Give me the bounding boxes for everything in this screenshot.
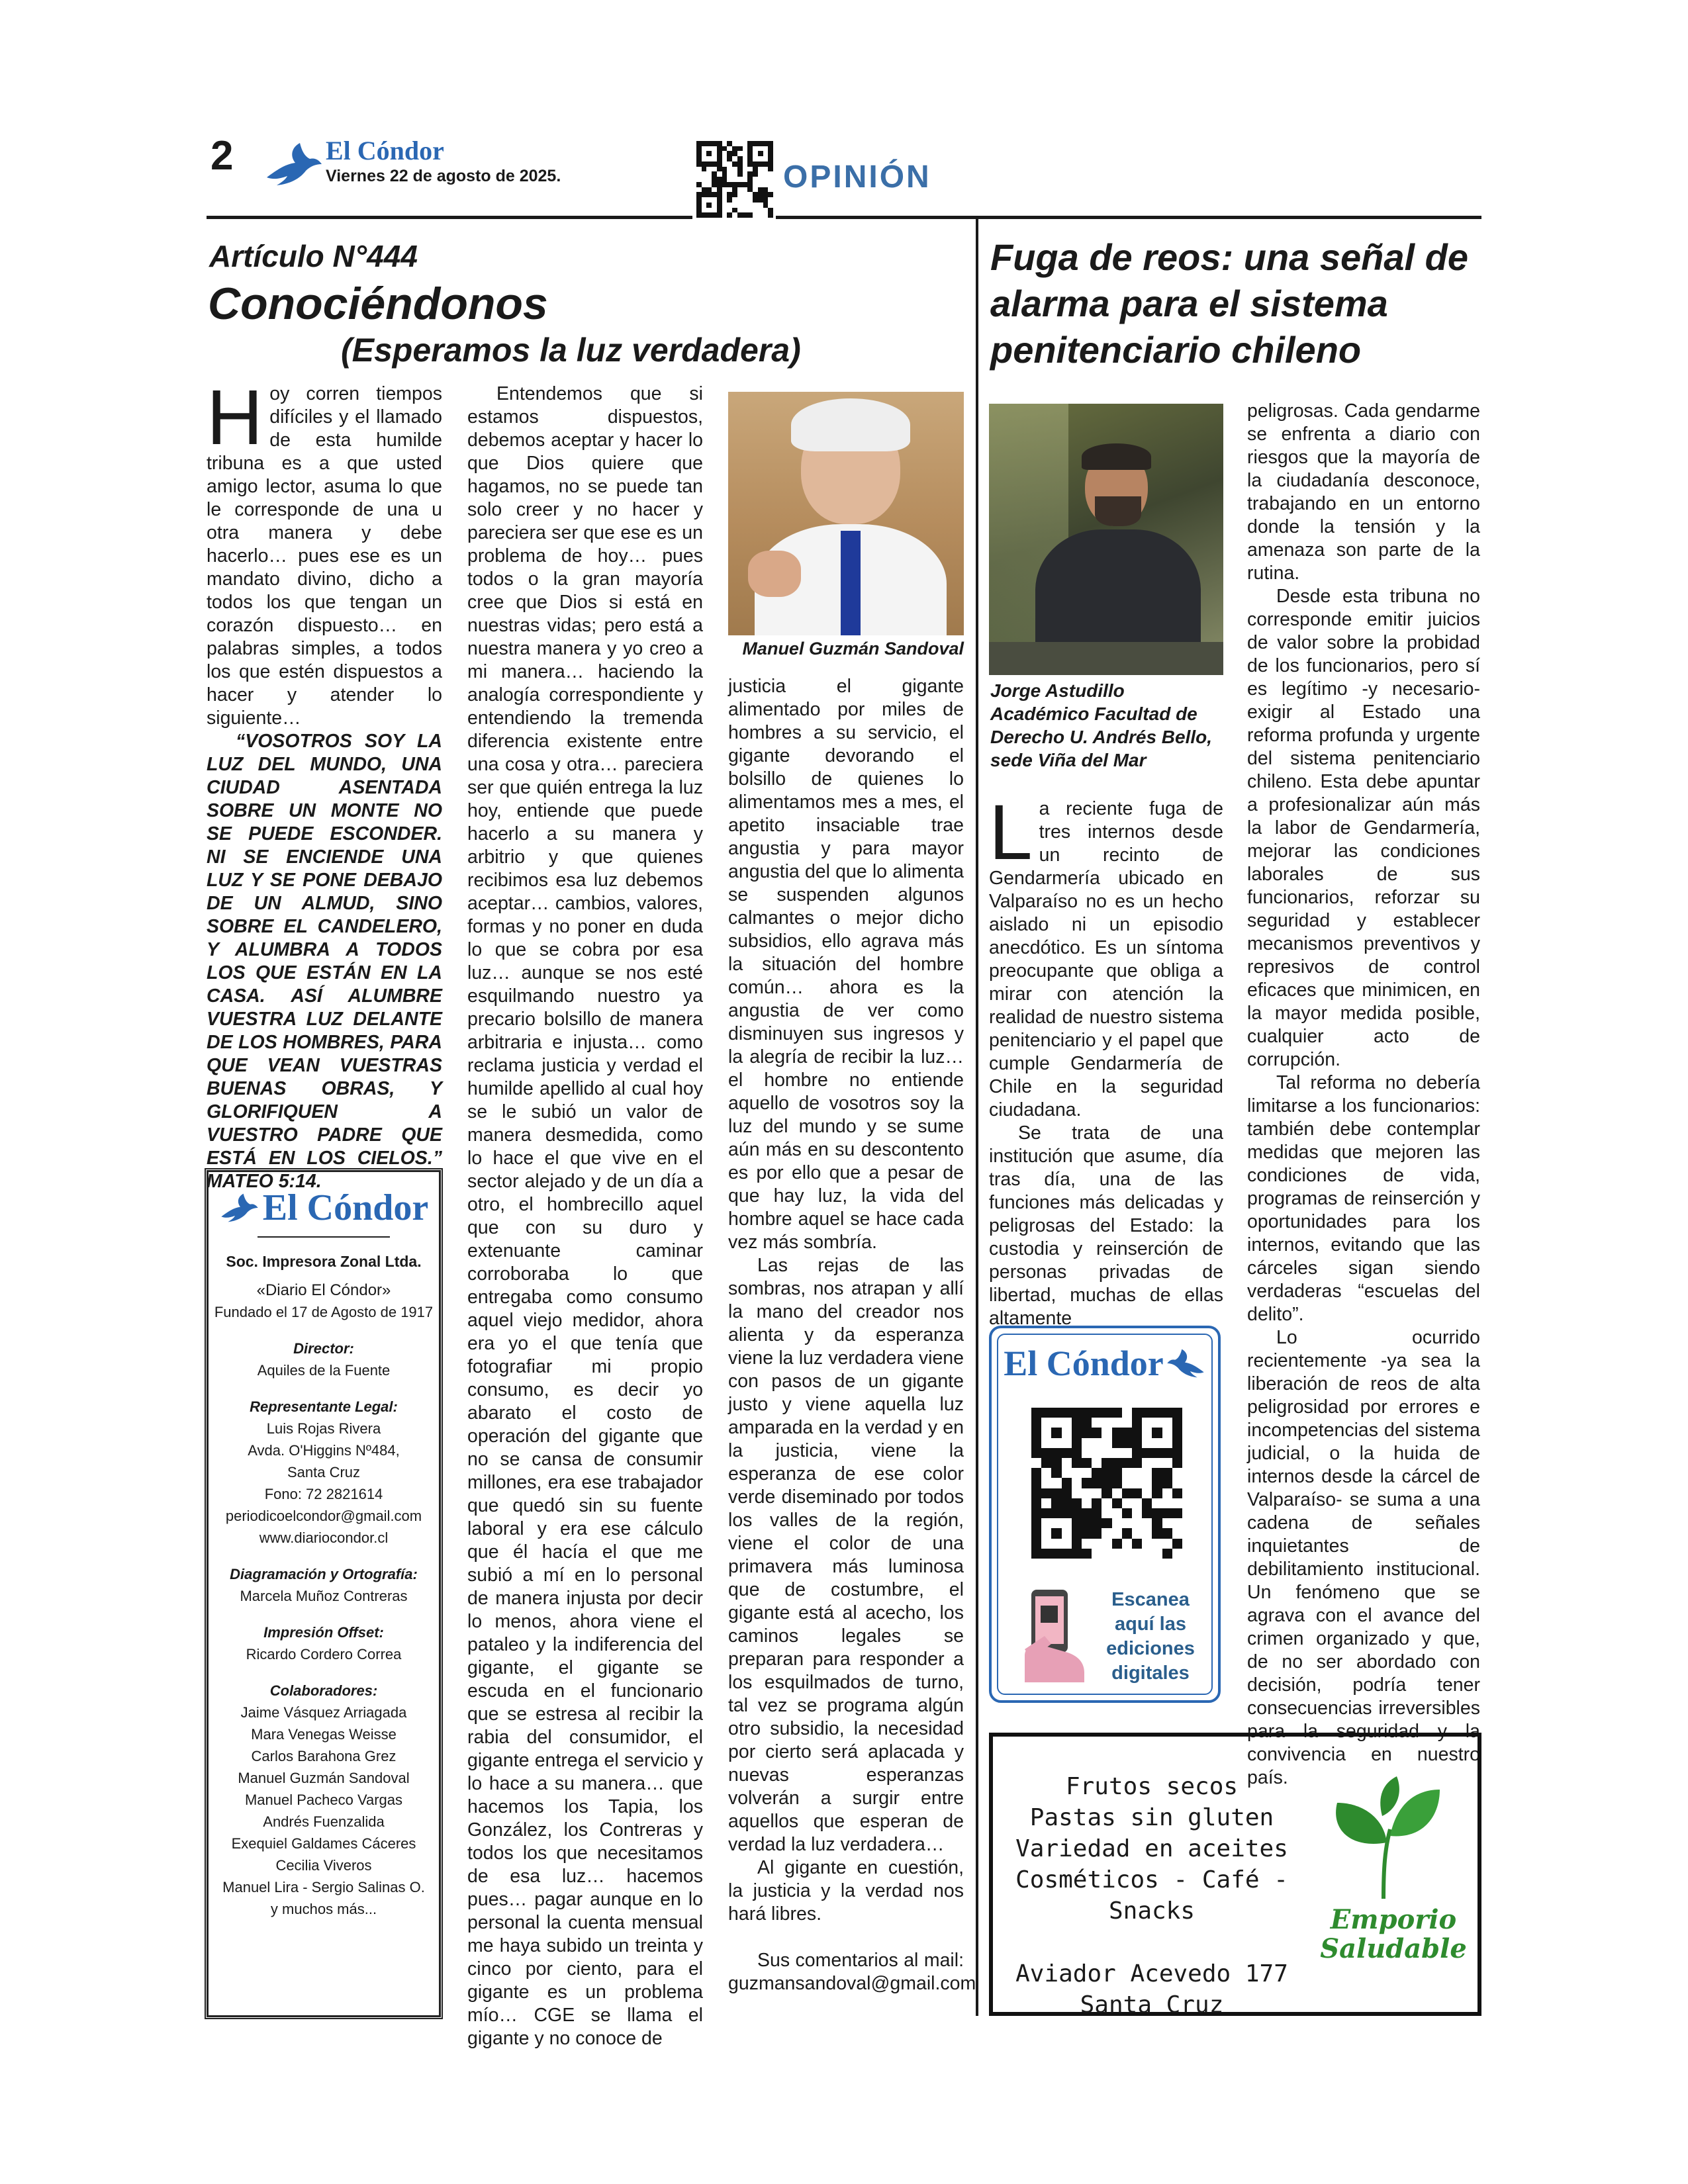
qr-ad-box[interactable] (989, 1326, 1221, 1703)
collab-item: Cecilia Viveros (275, 1857, 372, 1874)
issue-date: Viernes 22 de agosto de 2025. (326, 167, 561, 185)
drop-cap: L (989, 789, 1033, 876)
collab-label: Colaboradores: (269, 1682, 378, 1699)
collab-item: Exequiel Galdames Cáceres (231, 1835, 416, 1852)
company-name: Soc. Impresora Zonal Ltda. (226, 1253, 422, 1270)
drop-cap: H (207, 374, 263, 461)
right-column-1 (989, 789, 1223, 1330)
left-column-1 (207, 374, 442, 1193)
right-col1-para-1: a reciente fuga de tres internos desde un recinto de Gendarmería ubicado en Valparaíso no es un hecho aislado ni un episodio anecdótico. Es un síntoma preocupante que obliga a mirar con atención la realidad de nuestro sistema penitenciario y el papel que cumple Gendarmería de Chile en la seguridad ciudadana. (989, 798, 1223, 1120)
col3-para-1: justicia el gigante alimentado por miles de hombres a su servicio, el gigante devorando el bolsillo de quienes lo alimentamos mes a mes, el apetito insaciable trae angustia y para mayor angustia del que lo alimenta se suspenden algunos calmantes o mejor dicho subsidios, ello agrava más la situación del hombre común… ahora es la angustia de ver como disminuyen sus ingresos y la alegría de recibir la luz… el hombre no entiende aquello de vosotros soy la luz del mundo y se sume aún más en su descontento es por ello que a pesar de que hay luz, la vida del hombre aquel se hace cada vez más sombría. (728, 676, 964, 1253)
right-col2-para-2: Desde esta tribuna no corresponde emitir juicios de valor sobre la probidad de los funcionarios, pero sí es legítimo -y necesario- exigir al Estado una reforma profunda y urgente del sistema penitenciario chileno. Esta debe apuntar a profesionalizar aún más la labor de Gendarmería, mejorar las condiciones laborales de sus funcionarios, reforzar su seguridad y establecer mecanismos preventivos y represivos de control eficaces que minimicen, en la mayor medida posible, cualquier acto de corrupción. (1247, 586, 1480, 1070)
collab-item: Manuel Pacheco Vargas (244, 1792, 403, 1808)
shop-line: Pastas sin gluten (1029, 1804, 1274, 1831)
brand-line-1: Emporio (1330, 1904, 1457, 1935)
legal-label: Representante Legal: (250, 1398, 398, 1415)
leaf-logo-icon (1324, 1776, 1443, 1902)
right-article-title: Fuga de reos: una señal de alarma para el sistema penitenciario chileno (990, 236, 1468, 371)
article-title: Conociéndonos (208, 279, 548, 329)
col3-para-4: Sus comentarios al mail: guzmansandoval@gmail.com (728, 1950, 976, 1994)
left-column-2 (467, 383, 703, 2050)
article-kicker: Artículo N°444 (209, 239, 418, 273)
website: www.diariocondor.cl (259, 1529, 389, 1546)
right-column-2 (1247, 400, 1480, 1790)
layout-label: Diagramación y Ortografía: (230, 1566, 418, 1582)
collab-item: Manuel Lira - Sergio Salinas O. (222, 1879, 425, 1895)
col3-para-2: Las rejas de las sombras, nos atrapan y allí la mano del creador nos alienta y da esperanza viene la luz verdadera viene con pasos de un gigante justo y viene aquella luz amparada en la verdad y en la justicia, viene la esperanza de ese color verde diseminado por todos los valles de la región, viene el color de una primavera más luminosa que de costumbre, el gigante está al acecho, los caminos legales se preparan para responder a los esquilmados de turno, tal vez se programa algún otro subsidio, la necesidad por cierto será aplacada y nuevas esperanzas volverán a surgir entre aquellos que esperan de verdad la luz verdadera… (728, 1255, 964, 1855)
qr-code-icon[interactable] (1031, 1408, 1182, 1559)
city: Santa Cruz (287, 1464, 361, 1480)
right-author-role: Académico Facultad de Derecho U. Andrés Bello, sede Viña del Mar (990, 704, 1213, 770)
collab-item: Jaime Vásquez Arriagada (240, 1704, 407, 1721)
qr-cta: Escanea aquí las ediciones digitales (1106, 1589, 1195, 1684)
paper-name: «Diario El Cóndor» (256, 1281, 391, 1299)
print-name: Ricardo Cordero Correa (246, 1646, 402, 1662)
article-subtitle: (Esperamos la luz verdadera) (341, 332, 801, 369)
brand-line-2: Saludable (1320, 1933, 1467, 1964)
header-rule-right (776, 216, 1481, 219)
staff-box-content (207, 1185, 441, 1920)
email: periodicoelcondor@gmail.com (225, 1508, 422, 1524)
director-label: Director: (293, 1340, 354, 1357)
section-title: OPINIÓN (783, 159, 931, 195)
author-caption: Manuel Guzmán Sandoval (742, 639, 964, 659)
right-col1-para-2: Se trata de una institución que asume, día tras día, una de las funciones más delicadas y peligrosas del Estado: la custodia y reinserción de personas privadas de libertad, muchas de ellas altamente (989, 1122, 1223, 1329)
founded-date: Fundado el 17 de Agosto de 1917 (214, 1304, 434, 1320)
right-col2-para-1: peligrosas. Cada gendarme se enfrenta a diario con riesgos que la mayoría de la ciudadanía desconoce, trabajando en un entorno donde la tensión y la amenaza son parte de la rutina. (1247, 400, 1480, 584)
phone: Fono: 72 2821614 (264, 1486, 383, 1502)
director-name: Aquiles de la Fuente (257, 1362, 391, 1379)
right-author-photo (989, 404, 1223, 675)
right-author-name: Jorge Astudillo (990, 680, 1125, 701)
header-qr-icon (696, 141, 773, 218)
legal-name: Luis Rojas Rivera (266, 1420, 381, 1437)
qr-ad-logo: El Cóndor (1004, 1343, 1164, 1383)
condor-icon (219, 1190, 259, 1226)
shop-line: Variedad en aceites (1015, 1835, 1288, 1862)
collab-item: Carlos Barahona Grez (251, 1748, 397, 1764)
header-rule (207, 216, 692, 219)
masthead-title: El Cóndor (326, 136, 444, 165)
col2-text: Entendemos que si estamos dispuestos, debemos aceptar y hacer lo que Dios quiere que hagamos, no se puede tan solo creer y no hacer y pareciera ser que ese es un problema de hoy… pues todos o la gran mayoría cree que Dios si está en nuestras vidas; pero está a nuestra manera y yo creo a mi manera… haciendo la analogía correspondiente y entendiendo la tremenda diferencia existente entre una cosa y otra… pareciera ser que quién entrega la luz hoy, entiende que puede hacerlo a su manera y arbitrio y que quienes recibimos esa luz debemos aceptar… cambios, valores, formas y no poner en duda lo que se cobra por esa luz… aunque se nos esté esquilmando nuestro ya precario bolsillo de manera arbitraria e injusta… como reclama justicia y verdad el humilde apellido al cual hoy se le subió un valor de manera desmedida, como lo hace el que vive en el sector alejado y de un día a otro, el hombrecillo aquel que con su duro y extenuante caminar corroboraba lo que entregaba como consumo aquel viejo medidor, ahora era yo el que tenía que fotografiar mi propio consumo, es decir yo abarato el costo de operación del gigante que no se cansa de consumir millones, era ese trabajador que quedó sin su fuente laboral y era ese cálculo que él hacía el que me subió a mí en lo personal de manera injusta por decir lo menos, ahora viene el pataleo y la indiferencia del gigante, el gigante se escuda en el funcionario que se estresa al recibir la rabia del consumidor, el gigante entrega el servicio y lo hace a su manera… que hacemos los Tapia, los González, los Contreras y todos los que necesitamos de esa luz… hacemos pues… pagar aunque en lo personal la cuenta mensual me haya subido un treinta y cinco por ciento, para el gigante es un problema mío… CGE se llama el gigante y no conoce de (467, 383, 703, 2049)
author-photo (728, 392, 964, 635)
left-column-3 (728, 675, 976, 1995)
col3-para-3: Al gigante en cuestión, la justicia y la verdad nos hará libres. (728, 1857, 964, 1925)
shop-address: Aviador Acevedo 177 (1015, 1960, 1288, 1987)
print-label: Impresión Offset: (263, 1624, 384, 1641)
shop-line: Cosméticos - Café - Snacks (1015, 1866, 1288, 1925)
shop-line: Frutos secos (1065, 1773, 1239, 1800)
collab-item: Andrés Fuenzalida (263, 1813, 385, 1830)
layout-name: Marcela Muñoz Contreras (240, 1588, 408, 1604)
bible-quote: “VOSOTROS SOY LA LUZ DEL MUNDO, UNA CIUDAD ASENTADA SOBRE UN MONTE NO SE PUEDE ESCONDER. NI SE ENCIENDE UNA LUZ Y SE PONE DEBAJO DE UN ALMUD, SINO SOBRE EL CANDELERO, Y ALUMBRA A TODOS LOS QUE ESTÁN EN LA CASA. ASÍ ALUMBRE VUESTRA LUZ DELANTE DE LOS HOMBRES, PARA QUE VEAN VUESTRAS BUENAS OBRAS, Y GLORIFIQUEN A VUESTRO PADRE QUE ESTÁ EN LOS CIELOS.” MATEO 5:14. (207, 731, 442, 1192)
condor-icon (1166, 1345, 1206, 1381)
address: Avda. O'Higgins Nº484, (248, 1442, 400, 1459)
shop-city: Santa Cruz (1080, 1991, 1224, 2019)
intro-text: oy corren tiempos difíciles y el llamado de esta humilde tribuna es a que usted amigo lector, asuma lo que le corresponde de una u otra manera y debe hacerlo… pues ese es un mandato divino, dicho a todos los que tengan un corazón dispuesto… en palabras simples, a todos los que estén dispuestos a hacer y atender lo siguiente… (207, 383, 442, 729)
right-col2-para-4: Lo ocurrido recientemente -ya sea la liberación de reos de alta peligrosidad por errores e incompetencias del sistema judicial, o la huida de internos desde la cárcel de Valparaíso- se suma a una cadena de señales inquietantes de debilitamiento institucional. Un fenómeno que se agrava con el avance del crimen organizado y que, de no ser abordado con decisión, podría tener consecuencias irreversibles para la seguridad y la convivencia en nuestro país. (1247, 1327, 1480, 1788)
collab-item: Mara Venegas Weisse (251, 1726, 397, 1743)
brand-name (1311, 1905, 1476, 1964)
condor-logo-icon (263, 138, 323, 191)
collab-item: y muchos más... (270, 1901, 377, 1917)
collab-item: Manuel Guzmán Sandoval (238, 1770, 410, 1786)
staff-logo: El Cóndor (262, 1187, 429, 1228)
phone-scan-icon (1018, 1583, 1091, 1682)
right-col2-para-3: Tal reforma no debería limitarse a los funcionarios: también debe contemplar medidas que mejoren las condiciones de vida, programas de reinserción y oportunidades para los internos, evitando que las cárceles sigan siendo verdaderas “escuelas del delito”. (1247, 1072, 1480, 1325)
page-number: 2 (211, 133, 234, 179)
shop-ad-box (989, 1733, 1481, 2019)
column-divider (976, 219, 978, 2016)
